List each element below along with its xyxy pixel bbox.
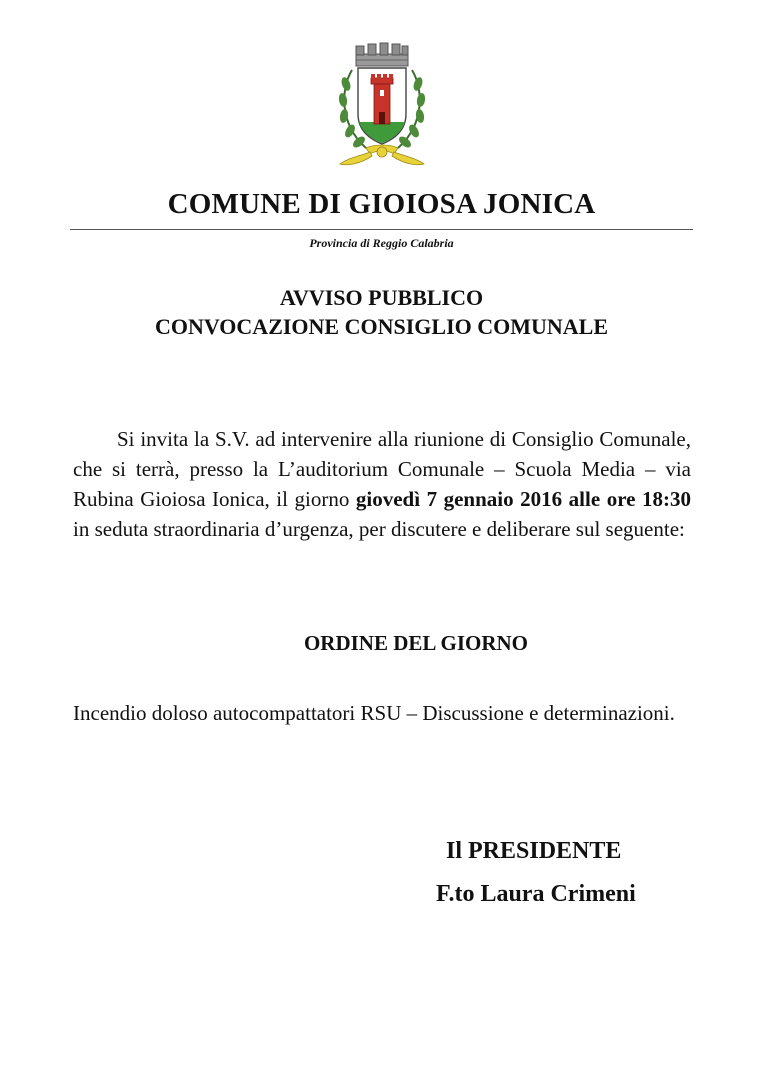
signature-name: F.to Laura Crimeni [436, 881, 636, 907]
signature-role: Il PRESIDENTE [446, 838, 622, 864]
crown-icon [356, 43, 408, 66]
meeting-date-time: giovedì 7 gennaio 2016 alle ore 18:30 [355, 487, 691, 511]
province-subtitle: Provincia di Reggio Calabria [309, 236, 454, 250]
invitation-text-part1: Si invita la S.V. ad intervenire alla riunione di Consiglio Comunale, che si terrà, presso la L’auditorium Comunale – Scuola Media – via Rubina Gioiosa Ionica, il giorno [73, 427, 691, 511]
municipality-title: COMUNE DI GIOIOSA JONICA [167, 188, 596, 220]
header-divider [70, 229, 693, 230]
invitation-text-part2: in seduta straordinaria d’urgenza, per discutere e deliberare sul seguente: [73, 517, 685, 541]
notice-heading: AVVISO PUBBLICO [279, 285, 484, 310]
municipal-crest-logo [330, 40, 434, 172]
invitation-paragraph [73, 424, 691, 544]
notice-subheading: CONVOCAZIONE CONSIGLIO COMUNALE [154, 314, 609, 339]
ribbon-icon [340, 145, 424, 165]
agenda-item: Incendio doloso autocompattatori RSU – Discussione e determinazioni. [73, 701, 675, 725]
shield-icon [358, 68, 406, 144]
agenda-title: ORDINE DEL GIORNO [303, 631, 529, 655]
